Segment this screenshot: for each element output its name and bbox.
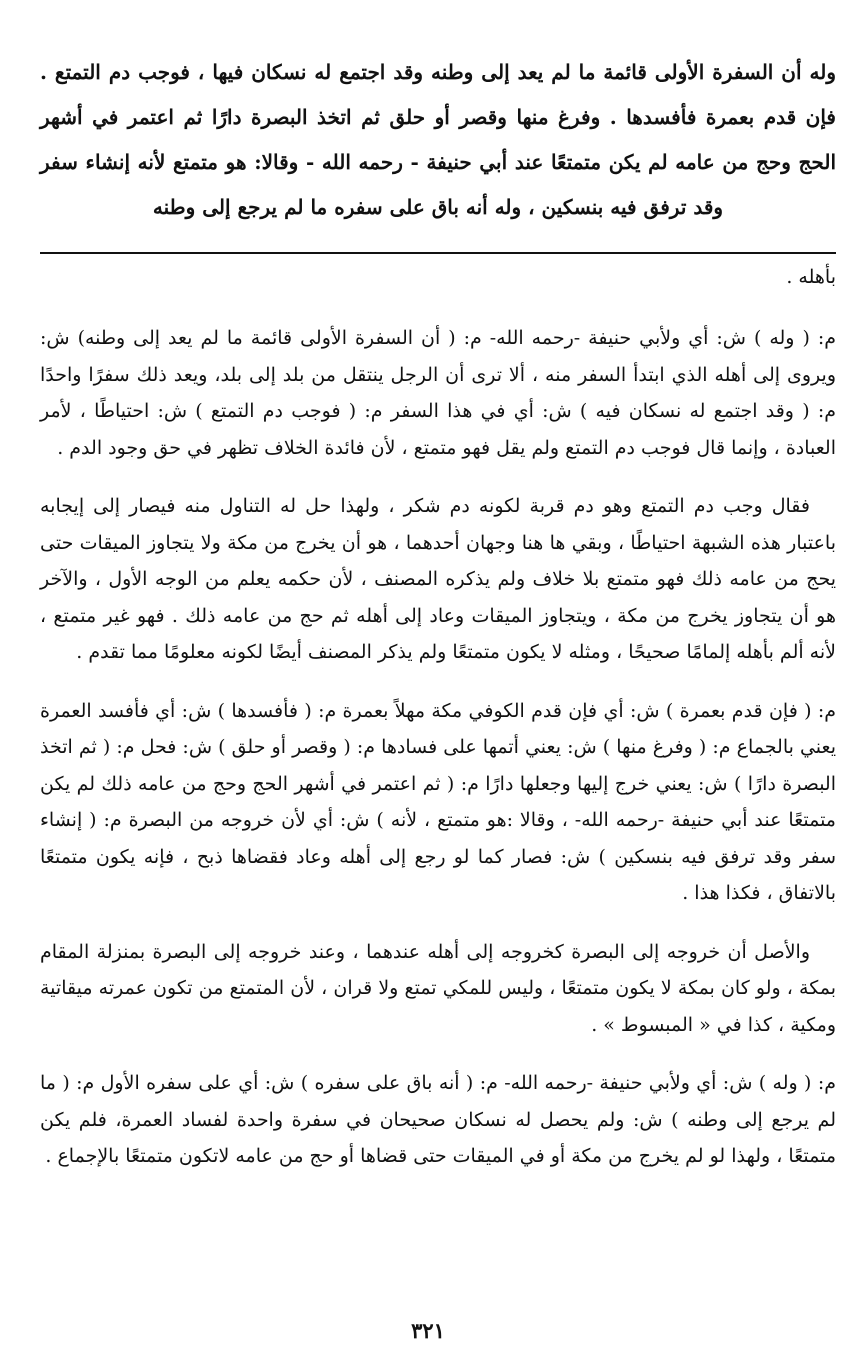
commentary-paragraph: م: ( وله ) ش: أي ولأبي حنيفة -رحمه الله- م: ( أنه باق على سفره ) ش: أي على سفره الأول م: ( ما لم يرجع إلى وطنه ) ش: ولم يحصل له نسكان صحيحان في سفرة واحدة لفساد العمرة، فلم يكن متمتعًا ، ولهذا لو لم يخرج من مكة أو في الميقات حتى قضاها أو حج من عامه لاتكون متمتعًا بالإجماع .	[40, 1072, 836, 1167]
commentary-paragraph: م: ( وله ) ش: أي ولأبي حنيفة -رحمه الله- م: ( أن السفرة الأولى قائمة ما لم يعد إلى وطنه) ش: ويروى إلى أهله الذي ابتدأ السفر منه ، ألا ترى أن الرجل ينتقل من بلد إلى بلد، ويعد ذلك سفرًا واحدًا م: ( وقد اجتمع له نسكان فيه ) ش: أي في هذا السفر م: ( فوجب دم التمتع ) ش: احتياطًا ، لأمر العبادة ، وإنما قال فوجب دم التمتع ولم يقل فهو متمتع ، لأن فائدة الخلاف تظهر في حق وجود الدم .	[40, 327, 836, 459]
commentary-paragraph: م: ( فإن قدم بعمرة ) ش: أي فإن قدم الكوفي مكة مهلاً بعمرة م: ( فأفسدها ) ش: أي فأفسد العمرة يعني بالجماع م: ( وفرغ منها ) ش: يعني أتمها على فسادها م: ( وقصر أو حلق ) ش: فحل م: ( ثم اتخذ البصرة دارًا ) ش: يعني خرج إليها وجعلها دارًا م: ( ثم اعتمر في أشهر الحج وحج من عامه ذلك لم يكن متمتعًا عند أبي حنيفة -رحمه الله- ، وقالا :هو متمتع ، لأنه ) ش: أي لأن خروجه من البصرة م: ( إنشاء سفر وقد ترفق فيه بنسكين ) ش: فصار كما لو رجع إلى أهله وعاد فقضاها ذبح ، فإنه يكون متمتعًا بالاتفاق ، فكذا هذا .	[40, 699, 836, 904]
continuation-text: بأهله .	[786, 266, 836, 288]
page-number: ٣٢١	[411, 1318, 445, 1343]
commentary-paragraph: والأصل أن خروجه إلى البصرة كخروجه إلى أهله عندهما ، وعند خروجه إلى البصرة بمنزلة المقام بمكة ، ولو كان بمكة لا يكون متمتعًا ، وليس للمكي تمتع ولا قران ، لأن المتمتع من تكون عمرته ميقاتية ومكية ، كذا في « المبسوط » .	[40, 940, 836, 1036]
main-text: وله أن السفرة الأولى قائمة ما لم يعد إلى وطنه وقد اجتمع له نسكان فيها ، فوجب دم التمتع . فإن قدم بعمرة فأفسدها . وفرغ منها وقصر أو حلق ثم اتخذ البصرة دارًا ثم اعتمر في أشهر الحج وحج من عامه لم يكن متمتعًا عند أبي حنيفة - رحمه الله - وقالا: هو متمتع لأنه إنشاء سفر وقد ترفق فيه بنسكين ، وله أنه باق على سفره ما لم يرجع إلى وطنه	[40, 60, 836, 219]
document-page	[40, 50, 836, 1197]
separator-line	[40, 252, 836, 254]
commentary-paragraph: فقال وجب دم التمتع وهو دم قربة لكونه دم شكر ، ولهذا حل له التناول منه فيصار إلى إيجابه باعتبار هذه الشبهة احتياطًا ، وبقي ها هنا وجهان أحدهما ، هو أن يخرج من مكة ولا يتجاوز الميقات حتى يحج من عامه ذلك فهو متمتع بلا خلاف ولم يذكره المصنف ، لأن حكمه يعلم من الوجه الأول ، والآخر هو أن يتجاوز يخرج من مكة ، ويتجاوز الميقات وعاد إلى أهله ثم حج من عامه ذلك . فهو غير متمتع ، لأنه ألم بأهله إلمامًا صحيحًا ، ومثله لا يكون متمتعًا ولم يذكر المصنف أيضًا لكونه معلومًا مما تقدم .	[40, 495, 836, 663]
main-text-block	[40, 50, 836, 230]
commentary-block	[40, 320, 836, 1175]
